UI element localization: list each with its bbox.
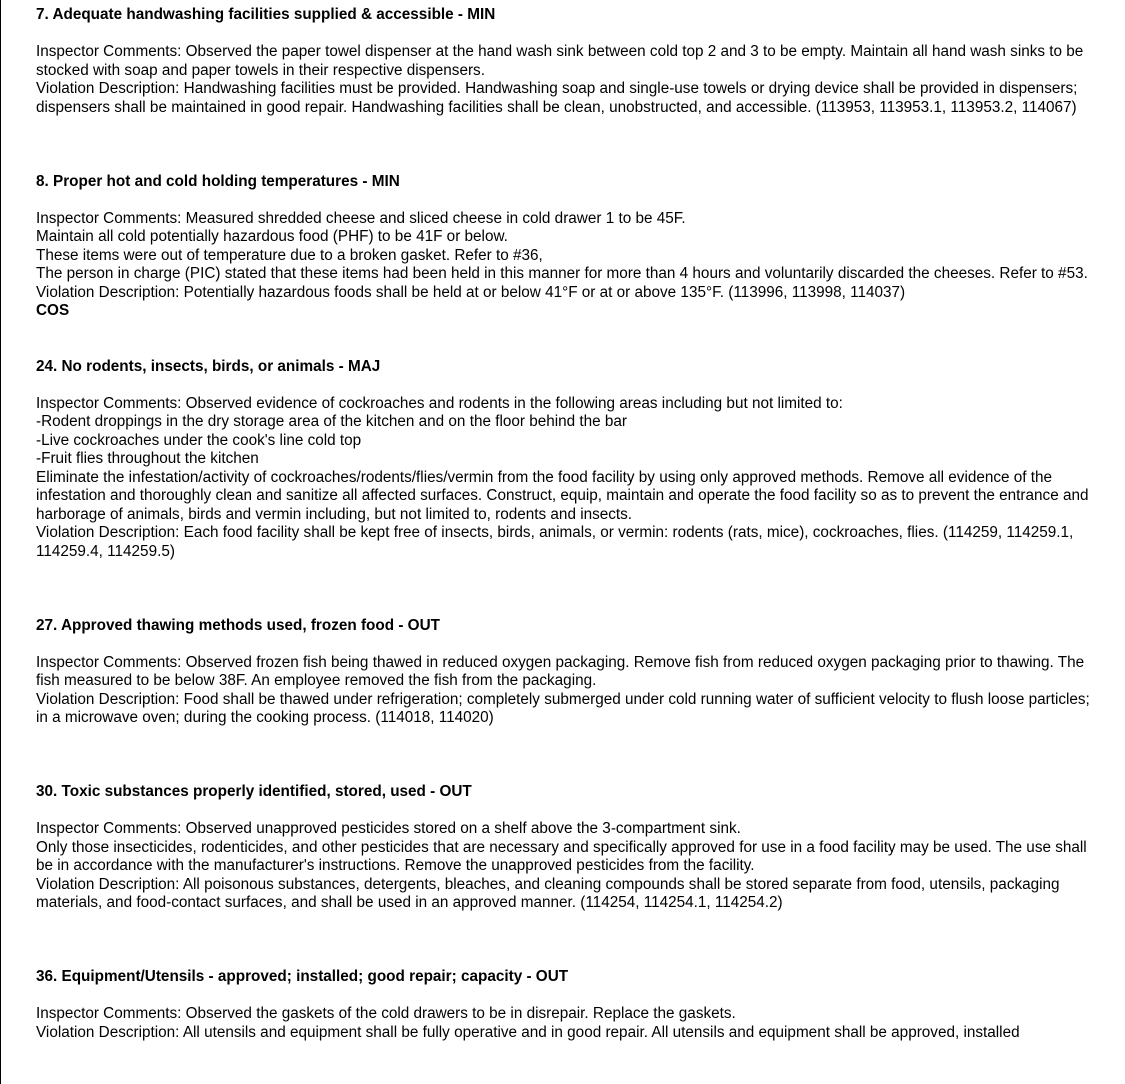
violation-description: Violation Description: Potentially hazardous foods shall be held at or below 41°F or at or above 135°F. (113996, 113998, 114037) [36,283,906,301]
comment-line: -Live cockroaches under the cook's line cold top [36,431,362,449]
violation-body [36,820,1096,913]
page-left-border [0,0,1,1084]
violation-body [36,1005,1096,1042]
comment-line: These items were out of temperature due to a broken gasket. Refer to #36, [36,246,543,264]
inspector-comments: Inspector Comments: Observed unapproved pesticides stored on a shelf above the 3-compartment sink. [36,820,741,837]
section-spacer [36,728,1096,784]
violation-body [36,43,1096,117]
violation-27 [36,617,1096,728]
section-spacer [36,321,1096,358]
section-spacer [36,913,1096,969]
violation-description: Violation Description: All poisonous substances, detergents, bleaches, and cleaning compounds shall be stored separate from food, utensils, packaging materials, and food-contact surfaces, and shall be used in an approved manner. (114254, 114254.1, 114254.2) [36,875,1060,911]
violation-body [36,210,1096,321]
violation-36 [36,968,1096,1042]
violation-title: 8. Proper hot and cold holding temperatures - MIN [36,172,400,190]
violation-description: Violation Description: Each food facility shall be kept free of insects, birds, animals, or vermin: rodents (rats, mice), cockroaches, flies. (114259, 114259.1, 114259.4, 114259.5) [36,524,1074,560]
violation-title: 27. Approved thawing methods used, frozen food - OUT [36,616,440,634]
comment-line: The person in charge (PIC) stated that these items had been held in this manner for more than 4 hours and voluntarily discarded the cheeses. Refer to #53. [36,265,1088,282]
violation-title: 7. Adequate handwashing facilities supplied & accessible - MIN [36,6,496,23]
violation-report [36,6,1096,1042]
violation-30 [36,783,1096,913]
inspector-comments: Inspector Comments: Observed the paper towel dispenser at the hand wash sink between cold top 2 and 3 to be empty. Maintain all hand wash sinks to be stocked with soap and paper towels in their respective dispensers. [36,43,1084,79]
inspector-comments: Inspector Comments: Observed the gaskets of the cold drawers to be in disrepair. Replace the gaskets. [36,1005,736,1022]
comment-line: Maintain all cold potentially hazardous food (PHF) to be 41F or below. [36,228,508,245]
violation-title: 30. Toxic substances properly identified, stored, used - OUT [36,783,472,800]
violation-title: 36. Equipment/Utensils - approved; installed; good repair; capacity - OUT [36,968,569,985]
violation-title: 24. No rodents, insects, birds, or animals - MAJ [36,357,381,375]
comment-line: -Fruit flies throughout the kitchen [36,450,259,467]
section-spacer [36,561,1096,617]
violation-body [36,395,1096,562]
violation-description: Violation Description: Food shall be thawed under refrigeration; completely submerged under cold running water of sufficient velocity to flush loose particles; in a microwave oven; during the cooking process. (114018, 114020) [36,690,1090,726]
violation-description: Violation Description: All utensils and equipment shall be fully operative and in good repair. All utensils and equipment shall be approved, installed [36,1023,1020,1041]
inspector-comments: Inspector Comments: Measured shredded cheese and sliced cheese in cold drawer 1 to be 45F. [36,209,686,227]
comment-line: Only those insecticides, rodenticides, and other pesticides that are necessary and specifically approved for use in a food facility may be used. The use shall be in accordance with the manufacturer's instructions. Remove the unapproved pesticides from the facility. [36,838,1087,874]
violation-body [36,654,1096,728]
violation-description: Violation Description: Handwashing facilities must be provided. Handwashing soap and single-use towels or drying device shall be provided in dispensers; dispensers shall be maintained in good repair. Handwashing facilities shall be clean, unobstructed, and accessible. (113953, 113953.1, 113953.2, 114067) [36,80,1078,116]
corrected-on-site-badge: COS [36,302,70,319]
comment-line: Eliminate the infestation/activity of cockroaches/rodents/flies/vermin from the food facility by using only approved methods. Remove all evidence of the infestation and thoroughly clean and sanitize all affected surfaces. Construct, equip, maintain and operate the food facility so as to prevent the entrance and harborage of animals, birds and vermin including, but not limited to, rodents and insects. [36,468,1089,523]
comment-line: -Rodent droppings in the dry storage area of the kitchen and on the floor behind the bar [36,413,628,430]
violation-24 [36,358,1096,562]
inspector-comments: Inspector Comments: Observed evidence of cockroaches and rodents in the following areas including but not limited to: [36,394,843,412]
inspector-comments: Inspector Comments: Observed frozen fish being thawed in reduced oxygen packaging. Remove fish from reduced oxygen packaging prior to thawing. The fish measured to be below 38F. An employee removed the fish from the packaging. [36,653,1085,689]
violation-7 [36,6,1096,117]
violation-8 [36,173,1096,321]
section-spacer [36,117,1096,173]
